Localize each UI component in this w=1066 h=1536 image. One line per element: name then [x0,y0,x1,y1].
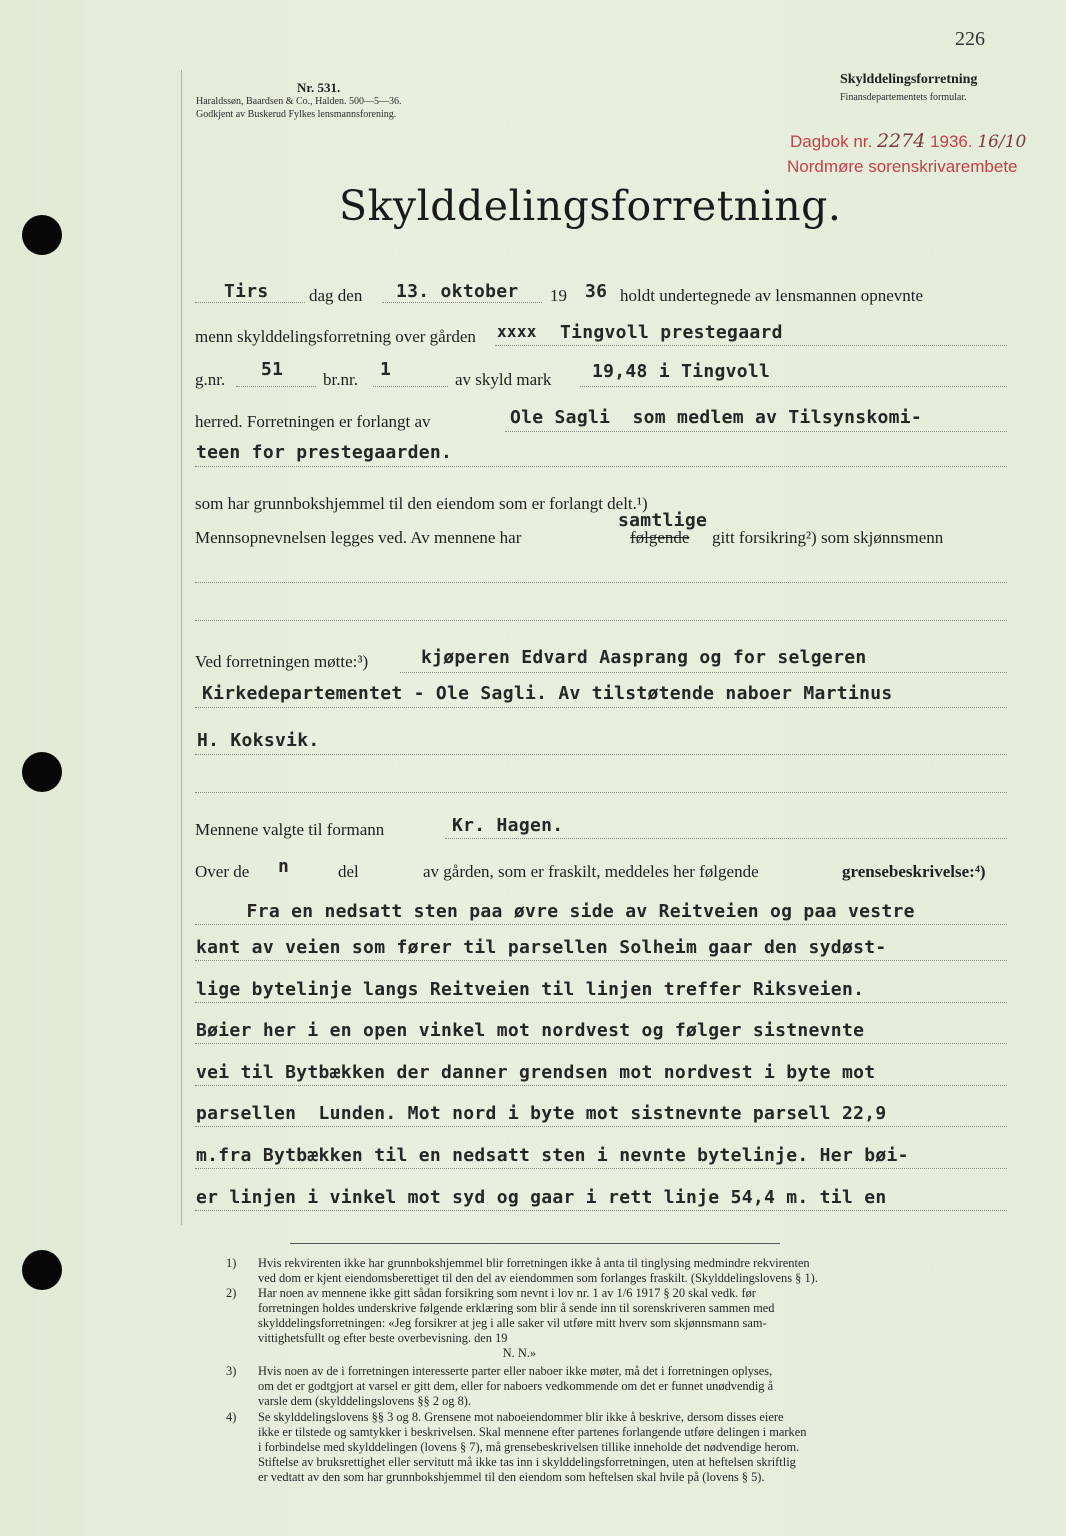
motte-line-2: Kirkedepartementet - Ole Sagli. Av tilstøtende naboer Martinus [202,683,893,704]
dagbok-date: 16/10 [977,132,1027,152]
brnr-value: 1 [380,359,392,380]
description-dotline [195,1043,1007,1044]
description-dotline [195,1126,1007,1127]
footnote-line: ved dom er kjent eiendomsberettiget til den del av eiendommen som forlanges fraskilt. (Skylddelingslovens § 1). [258,1271,818,1285]
date-dotline [382,302,542,303]
requester-line-2: teen for prestegaarden. [196,442,453,463]
description-line: kant av veien som fører til parsellen Solheim gaar den sydøst- [196,937,887,958]
farm-dotline [495,345,1007,346]
printer-line: Haraldssøn, Baardsen & Co., Halden. 500—5—36. [196,96,402,107]
requester-line-1: Ole Sagli som medlem av Tilsynskomi- [510,407,923,428]
skyld-dotline [580,386,1007,387]
description-dotline [195,960,1007,961]
footnote-line: vittighetsfullt og efter beste overbevisning. den 19 [258,1331,508,1345]
gnr-value: 51 [261,359,284,380]
motte-dotline-2 [195,707,1007,708]
motte-dotline-1 [400,672,1007,673]
footnote-number: 2) [226,1286,237,1300]
description-dotline [195,1168,1007,1169]
approval-line: Godkjent av Buskerud Fylkes lensmannsforening. [196,109,397,120]
motte-line-1: kjøperen Edvard Aasprang og for selgeren [421,647,867,668]
folgende-strike: følgende [630,528,690,547]
dagbok-stamp [790,130,1026,152]
gnr-dotline [236,386,316,387]
herred-text: herred. Forretningen er forlangt av [195,412,431,431]
footnote-divider [290,1243,780,1244]
footnote-line: Stiftelse av bruksrettighet eller servitutt må ikke tas inn i skylddelingsforretningen, uten at heftelsen skriftlig [258,1455,796,1469]
form-number: Nr. 531. [297,80,341,95]
motte-dotline-3 [195,754,1007,755]
samtlige-insert: samtlige [618,510,708,531]
motte-line-3: H. Koksvik. [197,730,320,751]
description-line: vei til Bytbækken der danner grendsen mot nordvest i byte mot [196,1062,876,1083]
document-title: Skylddelingsforretning. [339,182,842,230]
grunnbok-text: som har grunnbokshjemmel til den eiendom som er forlangt delt.¹) [195,494,648,513]
description-dotline [195,1085,1007,1086]
holdt-text: holdt undertegnede av lensmannen opnevnte [620,286,924,305]
motte-dotline-4 [195,792,1007,793]
footnote-line: om det er godtgjort at varsel er gitt dem, eller for naboers vedkommende om det er funnet unødvendig å [258,1379,774,1393]
footnote-line: Hvis noen av de i forretningen interesserte parter eller naboer ikke møter, må det i forretningen oplyses, [258,1364,773,1378]
footnote-line: er vedtatt av den som har grunnbokshjemmel til den eiendom som heftelsen skal hvile på (lovens § 5). [258,1470,765,1484]
farm-value: Tingvoll prestegaard [560,322,783,343]
menns-text-a: Mennsopnevnelsen legges ved. Av mennene har [195,528,522,547]
requester-dotline-2 [195,466,1007,467]
page-number: 226 [955,28,985,50]
day-dotline [195,302,305,303]
dag-den-label: dag den [309,286,363,305]
over-value: n [278,856,290,877]
description-dotline [195,924,1007,925]
footnote-line: forretningen holdes underskrive følgende erklæring som blir å sende inn til sorenskriveren sammen med [258,1301,775,1315]
footnote-line: i forbindelse med skylddelingen (lovens § 7), må grensebeskrivelsen tillike inneholde det nødvendige herom. [258,1440,800,1454]
farm-strike: xxxx [497,322,537,341]
brnr-label: br.nr. [323,370,358,389]
year-prefix: 19 [550,286,567,305]
skyld-value: 19,48 i Tingvoll [592,361,771,382]
description-line: Bøier her i en open vinkel mot nordvest og følger sistnevnte [196,1020,865,1041]
day-value: Tirs [224,281,269,302]
menns-dotline-2 [195,620,1007,621]
footnote-line: N. N.» [258,1346,537,1360]
form-subtitle: Finansdepartementets formular. [840,92,967,103]
dagbok-number: 2274 [876,130,926,152]
dagbok-label: Dagbok nr. [790,132,873,151]
footnote-line: Se skylddelingslovens §§ 3 og 8. Grensene mot naboeiendommer blir ikke å beskrive, dersom disses eiere [258,1410,784,1424]
garden-text: av gården, som er fraskilt, meddeles her følgende [423,862,759,881]
description-line: Fra en nedsatt sten paa øvre side av Reitveien og paa vestre [202,901,915,922]
menns-text-b: gitt forsikring²) som skjønnsmenn [712,528,944,547]
footnote-line: skylddelingsforretningen: «Jeg forsikrer at jeg i alle saker vil utføre mitt hverv som skjønnsmann sam- [258,1316,767,1330]
over-de-label: Over de [195,862,250,881]
requester-dotline-1 [505,431,1007,432]
description-dotline [195,1002,1007,1003]
description-dotline [195,1210,1007,1211]
footnote-number: 3) [226,1364,237,1378]
punch-hole-top [22,215,62,255]
del-label: del [338,862,359,881]
formann-value: Kr. Hagen. [452,815,564,836]
formann-dotline [445,838,1007,839]
dagbok-year: 1936. [930,132,973,151]
footnote-line: ikke er tilstede og samtykker i beskrivelsen. Skal mennene efter partenes forlangende utføre delingen i marken [258,1425,807,1439]
description-line: parsellen Lunden. Mot nord i byte mot sistnevnte parsell 22,9 [196,1103,887,1124]
description-line: m.fra Bytbækken til en nedsatt sten i nevnte bytelinje. Her bøi- [196,1145,909,1166]
form-name: Skylddelingsforretning [840,72,978,87]
motte-label: Ved forretningen møtte:³) [195,652,369,671]
gnr-label: g.nr. [195,370,226,389]
footnote-line: Hvis rekvirenten ikke har grunnbokshjemmel blir forretningen ikke å anta til tinglysing medmindre rekvirenten [258,1256,810,1270]
menn-text: menn skylddelingsforretning over gården [195,327,476,346]
punch-hole-bottom [22,1250,62,1290]
office-stamp: Nordmøre sorenskrivarembete [787,157,1018,176]
punch-hole-middle [22,752,62,792]
grense-label: grensebeskrivelse:⁴) [842,862,986,881]
description-line: lige bytelinje langs Reitveien til linjen treffer Riksveien. [196,979,865,1000]
skyld-label: av skyld mark [455,370,552,389]
footnote-line: varsle dem (skylddelingslovens §§ 2 og 8). [258,1394,472,1408]
formann-label: Mennene valgte til formann [195,820,385,839]
menns-dotline-1 [195,582,1007,583]
year-value: 36 [585,281,608,302]
footnote-number: 4) [226,1410,237,1424]
footnote-number: 1) [226,1256,237,1270]
footnote-line: Har noen av mennene ikke gitt sådan forsikring som nevnt i lov nr. 1 av 1/6 1917 § 20 skal vedk. før [258,1286,756,1300]
description-line: er linjen i vinkel mot syd og gaar i rett linje 54,4 m. til en [196,1187,887,1208]
margin-rule [181,70,182,1225]
date-value: 13. oktober [396,281,519,302]
brnr-dotline [373,386,448,387]
